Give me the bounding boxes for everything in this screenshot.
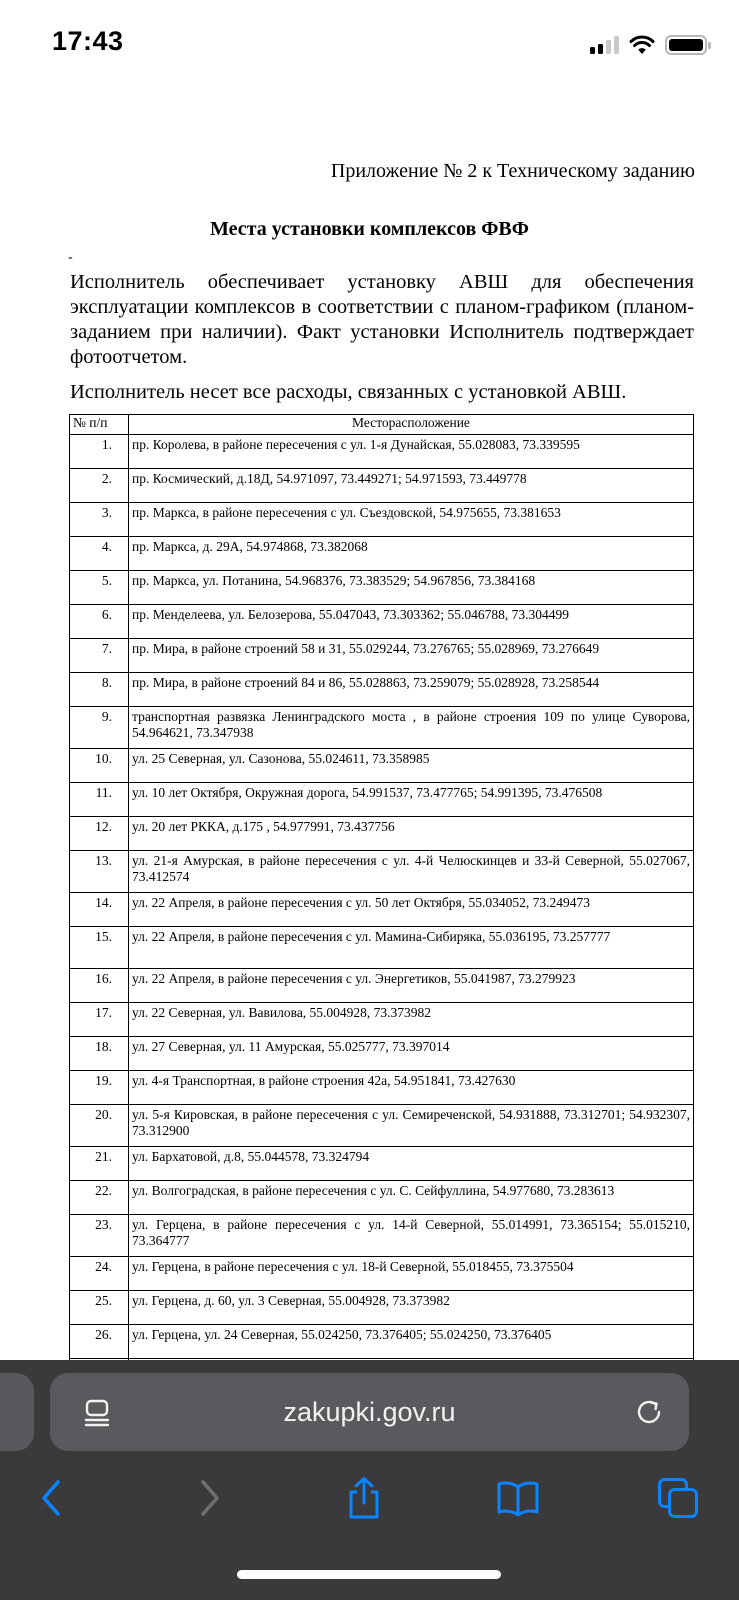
row-location: ул. 21-я Амурская, в районе пересечения с ул. 4-й Челюскинцев и 33-й Северной, 55.027067, 73.412574 [129,851,694,893]
row-location: ул. 4-я Транспортная, в районе строения 42а, 54.951841, 73.427630 [129,1071,694,1105]
back-icon[interactable] [29,1476,73,1520]
row-number: 8. [70,673,129,707]
reload-icon[interactable] [633,1396,665,1428]
row-number: 18. [70,1037,129,1071]
row-number: 19. [70,1071,129,1105]
row-location: ул. 22 Апреля, в районе пересечения с ул. 50 лет Октября, 55.034052, 73.249473 [129,893,694,927]
table-row [70,1071,694,1105]
dash-mark: - [68,250,73,265]
row-location: транспортная развязка Ленинградского моста , в районе строения 109 по улице Суворова, 54.964621, 73.347938 [129,707,694,749]
row-location: ул. 22 Северная, ул. Вавилова, 55.004928, 73.373982 [129,1003,694,1037]
row-number: 24. [70,1257,129,1291]
row-location: ул. 22 Апреля, в районе пересечения с ул. Мамина-Сибиряка, 55.036195, 73.257777 [129,927,694,969]
row-number: 10. [70,749,129,783]
table-row [70,927,694,969]
row-location: пр. Мира, в районе строений 84 и 86, 55.028863, 73.259079; 55.028928, 73.258544 [129,673,694,707]
table-row [70,1291,694,1325]
table-row [70,749,694,783]
battery-icon [665,35,707,55]
row-number: 11. [70,783,129,817]
row-number: 5. [70,571,129,605]
table-row [70,707,694,749]
table-row [70,1147,694,1181]
table-row [70,1325,694,1359]
row-location: пр. Маркса, д. 29А, 54.974868, 73.382068 [129,537,694,571]
row-location: ул. Герцена, ул. 24 Северная, 55.024250, 73.376405; 55.024250, 73.376405 [129,1325,694,1359]
row-number: 1. [70,435,129,469]
table-row [70,1003,694,1037]
table-row [70,1215,694,1257]
table-row [70,1257,694,1291]
row-number: 25. [70,1291,129,1325]
row-number: 14. [70,893,129,927]
document-title: Места установки комплексов ФВФ [210,218,529,240]
row-location: ул. 10 лет Октября, Окружная дорога, 54.991537, 73.477765; 54.991395, 73.476508 [129,783,694,817]
wifi-icon [629,35,655,55]
row-number: 13. [70,851,129,893]
row-number: 7. [70,639,129,673]
table-header-row [70,415,694,435]
forward-icon[interactable] [188,1476,232,1520]
row-location: ул. Волгоградская, в районе пересечения с ул. С. Сейфуллина, 54.977680, 73.283613 [129,1181,694,1215]
table-row [70,783,694,817]
locations-table [69,414,694,1393]
row-number: 16. [70,969,129,1003]
row-location: ул. Герцена, д. 60, ул. 3 Северная, 55.004928, 73.373982 [129,1291,694,1325]
status-time: 17:43 [52,26,124,56]
table-row [70,571,694,605]
row-location: пр. Маркса, в районе пересечения с ул. Съездовской, 54.975655, 73.381653 [129,503,694,537]
table-row [70,435,694,469]
row-number: 20. [70,1105,129,1147]
row-location: ул. 22 Апреля, в районе пересечения с ул. Энергетиков, 55.041987, 73.279923 [129,969,694,1003]
bookmarks-icon[interactable] [496,1476,540,1520]
row-location: ул. 25 Северная, ул. Сазонова, 55.024611, 73.358985 [129,749,694,783]
row-number: 15. [70,927,129,969]
url-text[interactable]: zakupki.gov.ru [283,1397,456,1427]
table-row [70,469,694,503]
row-number: 22. [70,1181,129,1215]
table-row [70,605,694,639]
row-location: ул. Бархатовой, д.8, 55.044578, 73.324794 [129,1147,694,1181]
table-row [70,969,694,1003]
table-row [70,1037,694,1071]
row-location: ул. 27 Северная, ул. 11 Амурская, 55.025777, 73.397014 [129,1037,694,1071]
tabs-icon[interactable] [656,1476,700,1520]
row-location: пр. Королева, в районе пересечения с ул. 1-я Дунайская, 55.028083, 73.339595 [129,435,694,469]
row-location: пр. Менделеева, ул. Белозерова, 55.047043, 73.303362; 55.046788, 73.304499 [129,605,694,639]
col-header-number: № п/п [70,415,129,435]
row-number: 9. [70,707,129,749]
table-row [70,817,694,851]
table-row [70,1105,694,1147]
col-header-location: Месторасположение [129,415,694,435]
row-number: 6. [70,605,129,639]
row-location: пр. Космический, д.18Д, 54.971097, 73.449271; 54.971593, 73.449778 [129,469,694,503]
previous-tab-preview[interactable] [0,1373,34,1451]
row-number: 21. [70,1147,129,1181]
row-number: 26. [70,1325,129,1359]
row-location: пр. Маркса, ул. Потанина, 54.968376, 73.383529; 54.967856, 73.384168 [129,571,694,605]
row-location: ул. 5-я Кировская, в районе пересечения с ул. Семиреченской, 54.931888, 73.312701; 54.932307, 73.312900 [129,1105,694,1147]
table-row [70,503,694,537]
row-location: ул. Герцена, в районе пересечения с ул. 18-й Северной, 55.018455, 73.375504 [129,1257,694,1291]
row-number: 12. [70,817,129,851]
cellular-signal-icon [590,36,619,54]
row-number: 2. [70,469,129,503]
status-icons [590,34,707,56]
row-number: 4. [70,537,129,571]
row-number: 3. [70,503,129,537]
home-indicator [237,1570,501,1579]
table-row [70,1181,694,1215]
row-number: 23. [70,1215,129,1257]
table-row [70,537,694,571]
table-row [70,673,694,707]
table-row [70,893,694,927]
status-bar [0,0,739,90]
expenses-paragraph: Исполнитель несет все расходы, связанных с установкой АВШ. [70,381,627,403]
intro-paragraph: Исполнитель обеспечивает установку АВШ для обеспечения эксплуатации комплексов в соответствии с планом-графиком (планом-заданием при наличии). Факт установки Исполнитель подтверждает фотоотчетом. [70,271,694,368]
row-number: 17. [70,1003,129,1037]
browser-toolbar [0,1360,739,1600]
share-icon[interactable] [342,1476,386,1520]
row-location: ул. 20 лет РККА, д.175 , 54.977991, 73.437756 [129,817,694,851]
address-bar[interactable] [50,1373,689,1451]
appendix-heading: Приложение № 2 к Техническому заданию [330,160,695,182]
table-row [70,851,694,893]
row-location: ул. Герцена, в районе пересечения с ул. 14-й Северной, 55.014991, 73.365154; 55.015210, 73.364777 [129,1215,694,1257]
table-row [70,639,694,673]
row-location: пр. Мира, в районе строений 58 и 31, 55.029244, 73.276765; 55.028969, 73.276649 [129,639,694,673]
